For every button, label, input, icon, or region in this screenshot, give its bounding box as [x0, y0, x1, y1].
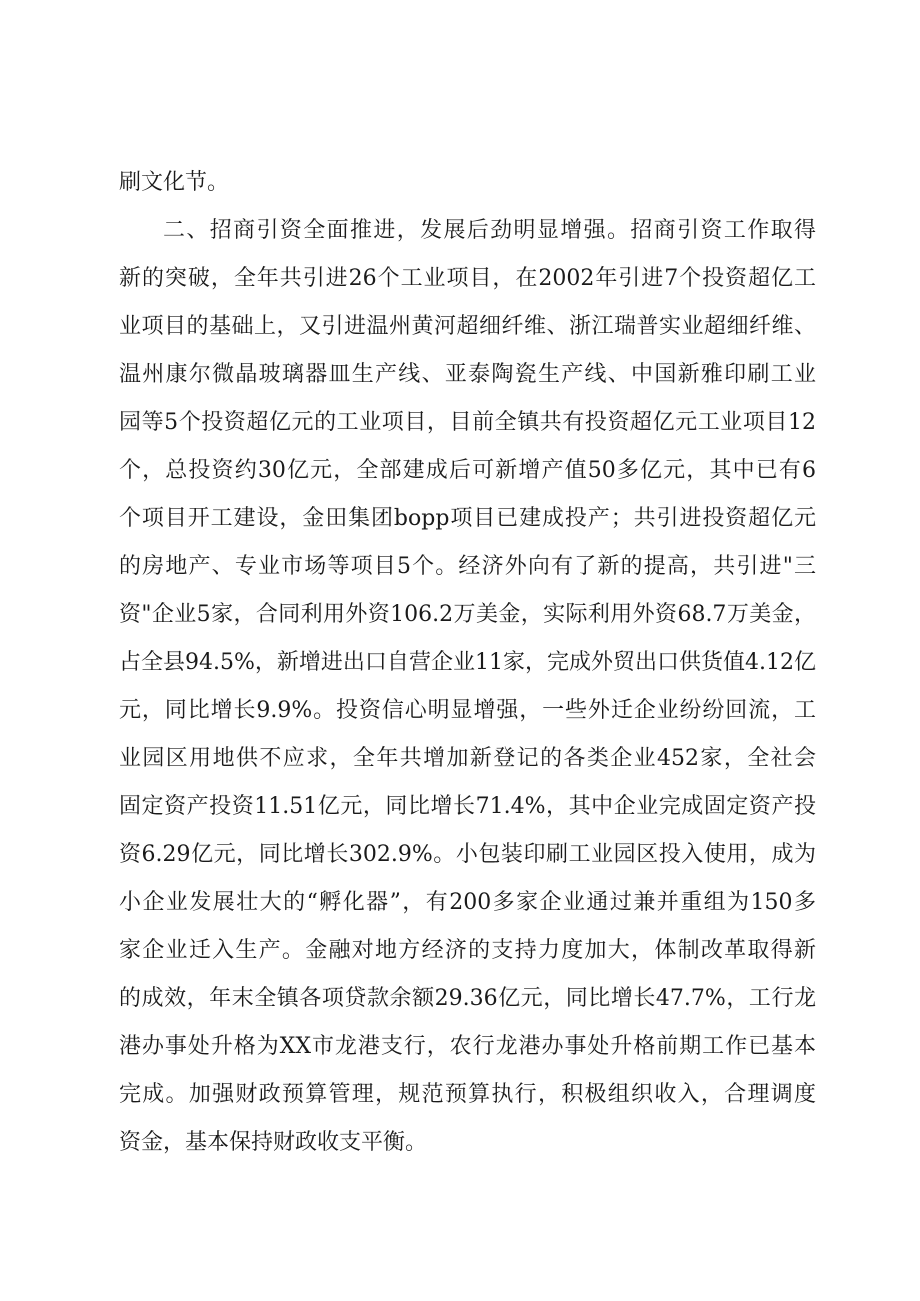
paragraph-line: 完成。加强财政预算管理，规范预算执行，积极组织收入，合理调度	[119, 1082, 816, 1107]
paragraph-line: 园等5个投资超亿元的工业项目，目前全镇共有投资超亿元工业项目12	[119, 410, 816, 435]
paragraph-line: 刷文化节。	[119, 170, 230, 195]
paragraph-line: 业项目的基础上，又引进温州黄河超细纤维、浙江瑞普实业超细纤维、	[119, 314, 816, 339]
paragraph-line: 新的突破，全年共引进26个工业项目，在2002年引进7个投资超亿工	[119, 266, 816, 291]
paragraph-line: 业园区用地供不应求，全年共增加新登记的各类企业452家，全社会	[119, 746, 816, 771]
paragraph-line: 资金，基本保持财政收支平衡。	[119, 1130, 428, 1155]
paragraph-line: 小企业发展壮大的“孵化器”，有200多家企业通过兼并重组为150多	[119, 890, 816, 915]
paragraph-line: 二、招商引资全面推进，发展后劲明显增强。招商引资工作取得	[163, 218, 816, 243]
paragraph-line: 元，同比增长9.9%。投资信心明显增强，一些外迁企业纷纷回流，工	[119, 698, 816, 723]
paragraph-line: 温州康尔微晶玻璃器皿生产线、亚泰陶瓷生产线、中国新雅印刷工业	[119, 362, 816, 387]
paragraph-line: 家企业迁入生产。金融对地方经济的支持力度加大，体制改革取得新	[119, 938, 816, 963]
paragraph-line: 固定资产投资11.51亿元，同比增长71.4%，其中企业完成固定资产投	[119, 794, 816, 819]
paragraph-line: 占全县94.5%，新增进出口自营企业11家，完成外贸出口供货值4.12亿	[119, 650, 816, 675]
paragraph-line: 港办事处升格为XX市龙港支行，农行龙港办事处升格前期工作已基本	[119, 1034, 816, 1059]
paragraph-line: 个项目开工建设，金田集团bopp项目已建成投产；共引进投资超亿元	[119, 506, 816, 531]
paragraph-line: 的房地产、专业市场等项目5个。经济外向有了新的提高，共引进"三	[119, 554, 816, 579]
paragraph-line: 资6.29亿元，同比增长302.9%。小包装印刷工业园区投入使用，成为	[119, 842, 816, 867]
paragraph-line: 的成效，年末全镇各项贷款余额29.36亿元，同比增长47.7%，工行龙	[119, 986, 816, 1011]
paragraph-line: 个，总投资约30亿元，全部建成后可新增产值50多亿元，其中已有6	[119, 458, 816, 483]
paragraph-line: 资"企业5家，合同利用外资106.2万美金，实际利用外资68.7万美金，	[119, 602, 816, 627]
